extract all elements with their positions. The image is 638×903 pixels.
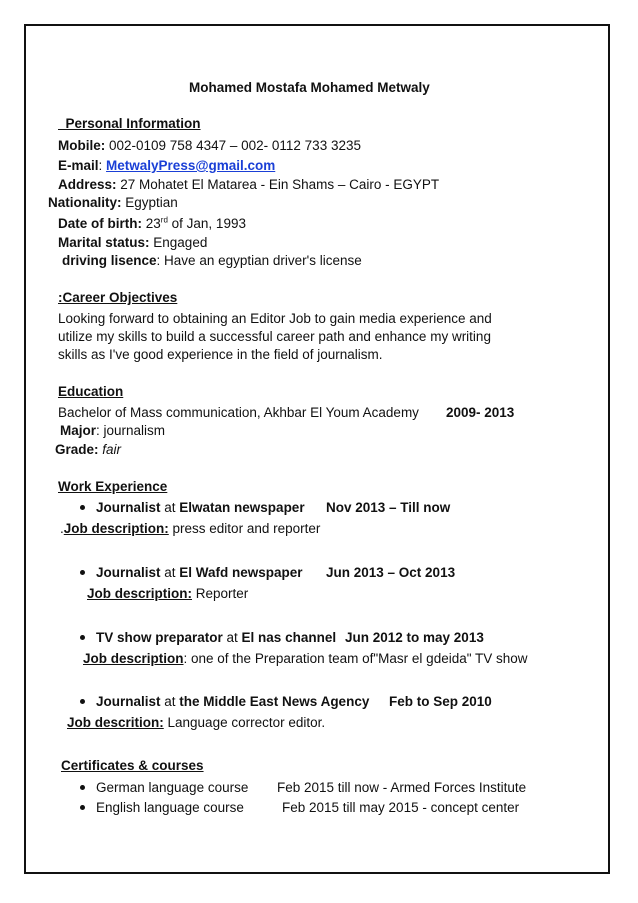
career-heading: :Career Objectives [58,290,178,305]
education-heading: Education [58,384,124,399]
degree-years: 2009- 2013 [446,405,515,420]
certificate-detail: Feb 2015 till now - Armed Forces Institute [277,780,527,795]
personal-info-heading: Personal Information [65,116,201,131]
job-dates: Jun 2013 – Oct 2013 [326,565,456,580]
bullet-icon [80,505,85,510]
certificate-name: English language course [96,800,244,815]
resume-name: Mohamed Mostafa Mohamed Metwaly [189,80,430,95]
bullet-icon [80,805,85,810]
job-description: Job description: Reporter [87,586,249,601]
job-dates: Feb to Sep 2010 [389,694,492,709]
career-line: Looking forward to obtaining an Editor Job to gain media experience and [58,311,492,326]
career-line: utilize my skills to build a successful career path and enhance my writing [58,329,491,344]
job-title-line: Journalist at El Wafd newspaper [96,565,303,580]
job-description: .Job description: press editor and reporter [60,521,321,536]
degree-line: Bachelor of Mass communication, Akhbar El Youm Academy [58,405,419,420]
job-title-line: Journalist at the Middle East News Agency [96,694,370,709]
bullet-icon [80,785,85,790]
job-dates: Jun 2012 to may 2013 [345,630,484,645]
bullet-icon [80,699,85,704]
dob-line: Date of birth: 23rd of Jan, 1993 [58,215,246,231]
job-description: Job descrition: Language corrector editor. [67,715,326,730]
address-line: Address: 27 Mohatet El Matarea - Ein Shams – Cairo - EGYPT [58,177,440,192]
work-heading: Work Experience [58,479,168,494]
job-title-line: Journalist at Elwatan newspaper [96,500,305,515]
bullet-icon [80,570,85,575]
job-title-line: TV show preparator at El nas channel [96,630,337,645]
license-line: driving lisence: Have an egyptian driver's license [62,253,362,268]
certificate-name: German language course [96,780,249,795]
job-description: Job description: one of the Preparation team of"Masr el gdeida" TV show [83,651,528,666]
job-dates: Nov 2013 – Till now [326,500,451,515]
certificate-detail: Feb 2015 till may 2015 - concept center [282,800,520,815]
career-line: skills as I've good experience in the field of journalism. [58,347,383,362]
certificates-heading: Certificates & courses [61,758,204,773]
marital-line: Marital status: Engaged [58,235,208,250]
email-link[interactable]: MetwalyPress@gmail.com [106,158,276,173]
email-line: E-mail: MetwalyPress@gmail.com [58,158,276,173]
major-line: Major: journalism [60,423,166,438]
grade-line: Grade: fair [55,442,122,457]
bullet-icon [80,635,85,640]
nationality-line: Nationality: Egyptian [48,195,178,210]
mobile-line: Mobile: 002-0109 758 4347 – 002- 0112 733 3235 [58,138,361,153]
